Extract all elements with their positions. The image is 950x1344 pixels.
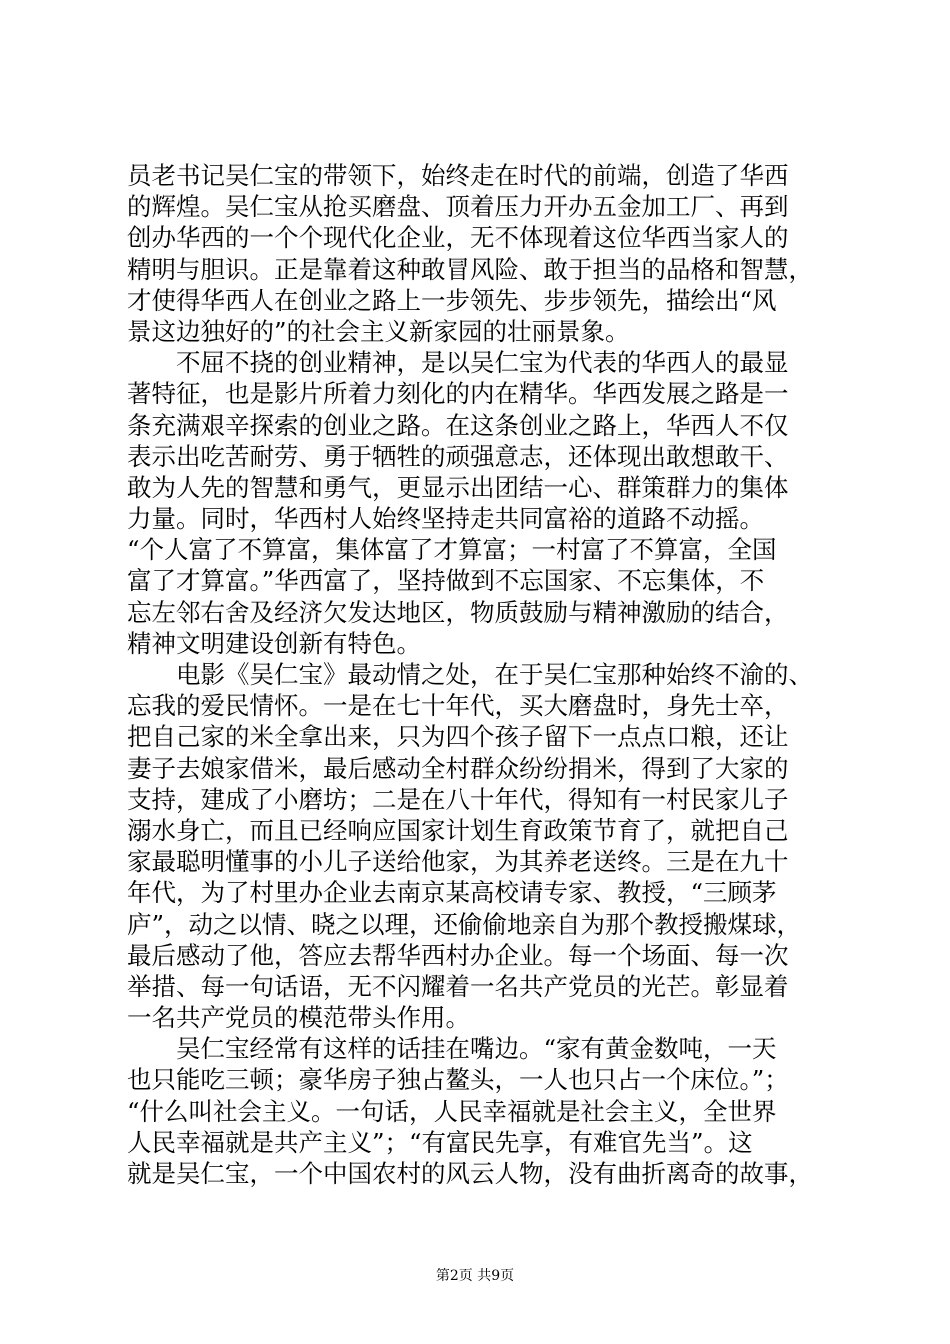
text-line: 人民幸福就是共产主义”；“有富民先享，有难官先当”。这 — [127, 1127, 753, 1157]
text-line: 精神文明建设创新有特色。 — [127, 628, 421, 658]
text-line: 不屈不挠的创业精神，是以吴仁宝为代表的华西人的最显 — [127, 348, 789, 378]
text-line: “什么叫社会主义。一句话，人民幸福就是社会主义，全世界 — [127, 1096, 777, 1126]
text-line: 表示出吃苦耐劳、勇于牺牲的顽强意志，还体现出敢想敢干、 — [127, 441, 789, 471]
text-line: 最后感动了他，答应去帮华西村办企业。每一个场面、每一次 — [127, 940, 789, 970]
text-line: “个人富了不算富，集体富了才算富；一村富了不算富，全国 — [127, 535, 777, 565]
text-line: 富了才算富。”华西富了，坚持做到不忘国家、不忘集体，不 — [127, 566, 765, 596]
text-line: 溺水身亡，而且已经响应国家计划生育政策节育了，就把自己 — [127, 815, 789, 845]
text-line: 景这边独好的”的社会主义新家园的壮丽景象。 — [127, 316, 630, 346]
text-line: 一名共产党员的模范带头作用。 — [127, 1003, 470, 1033]
text-line: 员老书记吴仁宝的带领下，始终走在时代的前端，创造了华西 — [127, 161, 789, 190]
text-line: 举措、每一句话语，无不闪耀着一名共产党员的光芒。彰显着 — [127, 971, 789, 1001]
text-line: 妻子去娘家借米，最后感动全村群众纷纷捐米，得到了大家的 — [127, 753, 789, 783]
body-text — [127, 160, 827, 1189]
text-line: 著特征，也是影片所着力刻化的内在精华。华西发展之路是一 — [127, 379, 789, 409]
text-line: 也只能吃三顿；豪华房子独占鳌头，一人也只占一个床位。”； — [127, 1065, 789, 1095]
text-line: 力量。同时，华西村人始终坚持走共同富裕的道路不动摇。 — [127, 504, 764, 534]
text-line: 家最聪明懂事的小儿子送给他家，为其养老送终。三是在九十 — [127, 847, 789, 877]
text-line: 敢为人先的智慧和勇气，更显示出团结一心、群策群力的集体 — [127, 472, 789, 502]
text-line: 就是吴仁宝，一个中国农村的风云人物，没有曲折离奇的故事， — [127, 1159, 813, 1188]
text-line: 吴仁宝经常有这样的话挂在嘴边。“家有黄金数吨，一天 — [127, 1034, 777, 1064]
text-line: 庐”，动之以情、晓之以理，还偷偷地亲自为那个教授搬煤球， — [127, 909, 802, 939]
text-line: 创办华西的一个个现代化企业，无不体现着这位华西当家人的 — [127, 223, 789, 253]
text-line: 电影《吴仁宝》最动情之处，在于吴仁宝那种始终不渝的、 — [127, 660, 813, 689]
text-line: 才使得华西人在创业之路上一步领先、步步领先，描绘出“风 — [127, 285, 777, 315]
text-line: 精明与胆识。正是靠着这种敢冒风险、敢于担当的品格和智慧， — [127, 254, 813, 284]
text-line: 的辉煌。吴仁宝从抢买磨盘、顶着压力开办五金加工厂、再到 — [127, 192, 789, 222]
text-line: 忘左邻右舍及经济欠发达地区，物质鼓励与精神激励的结合， — [127, 597, 789, 627]
text-line: 把自己家的米全拿出来，只为四个孩子留下一点点口粮，还让 — [127, 722, 789, 752]
text-line: 忘我的爱民情怀。一是在七十年代，买大磨盘时，身先士卒， — [127, 691, 789, 721]
text-line: 条充满艰辛探索的创业之路。在这条创业之路上，华西人不仅 — [127, 410, 789, 440]
text-line: 支持，建成了小磨坊；二是在八十年代，得知有一村民家儿子 — [127, 784, 789, 814]
page-footer: 第2页 共9页 — [435, 1268, 515, 1284]
text-line: 年代，为了村里办企业去南京某高校请专家、教授，“三顾茅 — [127, 878, 777, 908]
